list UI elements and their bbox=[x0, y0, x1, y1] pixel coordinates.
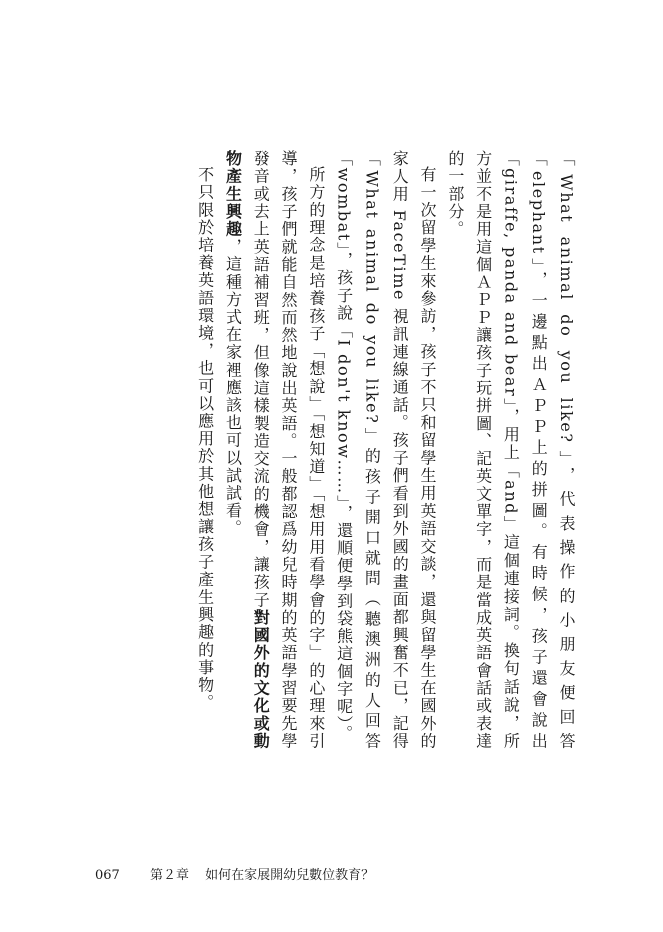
paragraph bbox=[330, 150, 441, 750]
paragraph bbox=[219, 150, 330, 750]
paragraph-text: 所方的理念是培養孩子「想說」「想知道」「想用用看學會的字」的心理來引導，孩子們就能自然而然地說出英語。一般都認爲幼兒時期的英語學習要先學發音或去上英語補習班，但像這樣製造交流的機會，讓孩子 bbox=[251, 150, 326, 750]
chapter-title: 如何在家展開幼兒數位教育？ bbox=[205, 868, 375, 883]
paragraph-text: 「What animal do you like?」，代表操作的小朋友便回答「elephant」，一邊點出ＡＰＰ上的拼圖。有時候，孩子還會說出「giraffe, panda and bear」，用上「and」這個連接詞。換句話說，所方並不是用這個ＡＰＰ讓孩子玩拼圖、記英文單字，而是當成英語會話或表達的一部分。 bbox=[445, 150, 576, 750]
paragraph bbox=[441, 150, 580, 750]
paragraph-text: ，這種方式在家裡應該也可以試試看。 bbox=[223, 238, 243, 538]
body-text bbox=[120, 150, 580, 750]
page-footer bbox=[95, 864, 374, 883]
paragraph-text: 不只限於培養英語環境，也可以應用於其他想讓孩子產生興趣的事物。 bbox=[195, 166, 215, 712]
emphasis-text: 對國外的文化或動物產生興趣 bbox=[223, 150, 271, 750]
page-number: 067 bbox=[95, 868, 120, 883]
paragraph-text: 有一次留學生來參訪，孩子不只和留學生用英語交談，還與留學生在國外的家人用 FaceTime 視訊連線通話。孩子們看到外國的畫面都興奮不已，記得「What animal do you like?」的孩子開口就問（聽澳洲的人回答「wombat」，孩子說「I don't know……」，還順便學到袋熊這個字呢）。 bbox=[334, 150, 438, 750]
paragraph bbox=[191, 150, 219, 750]
chapter-label: 第２章 bbox=[149, 868, 189, 883]
